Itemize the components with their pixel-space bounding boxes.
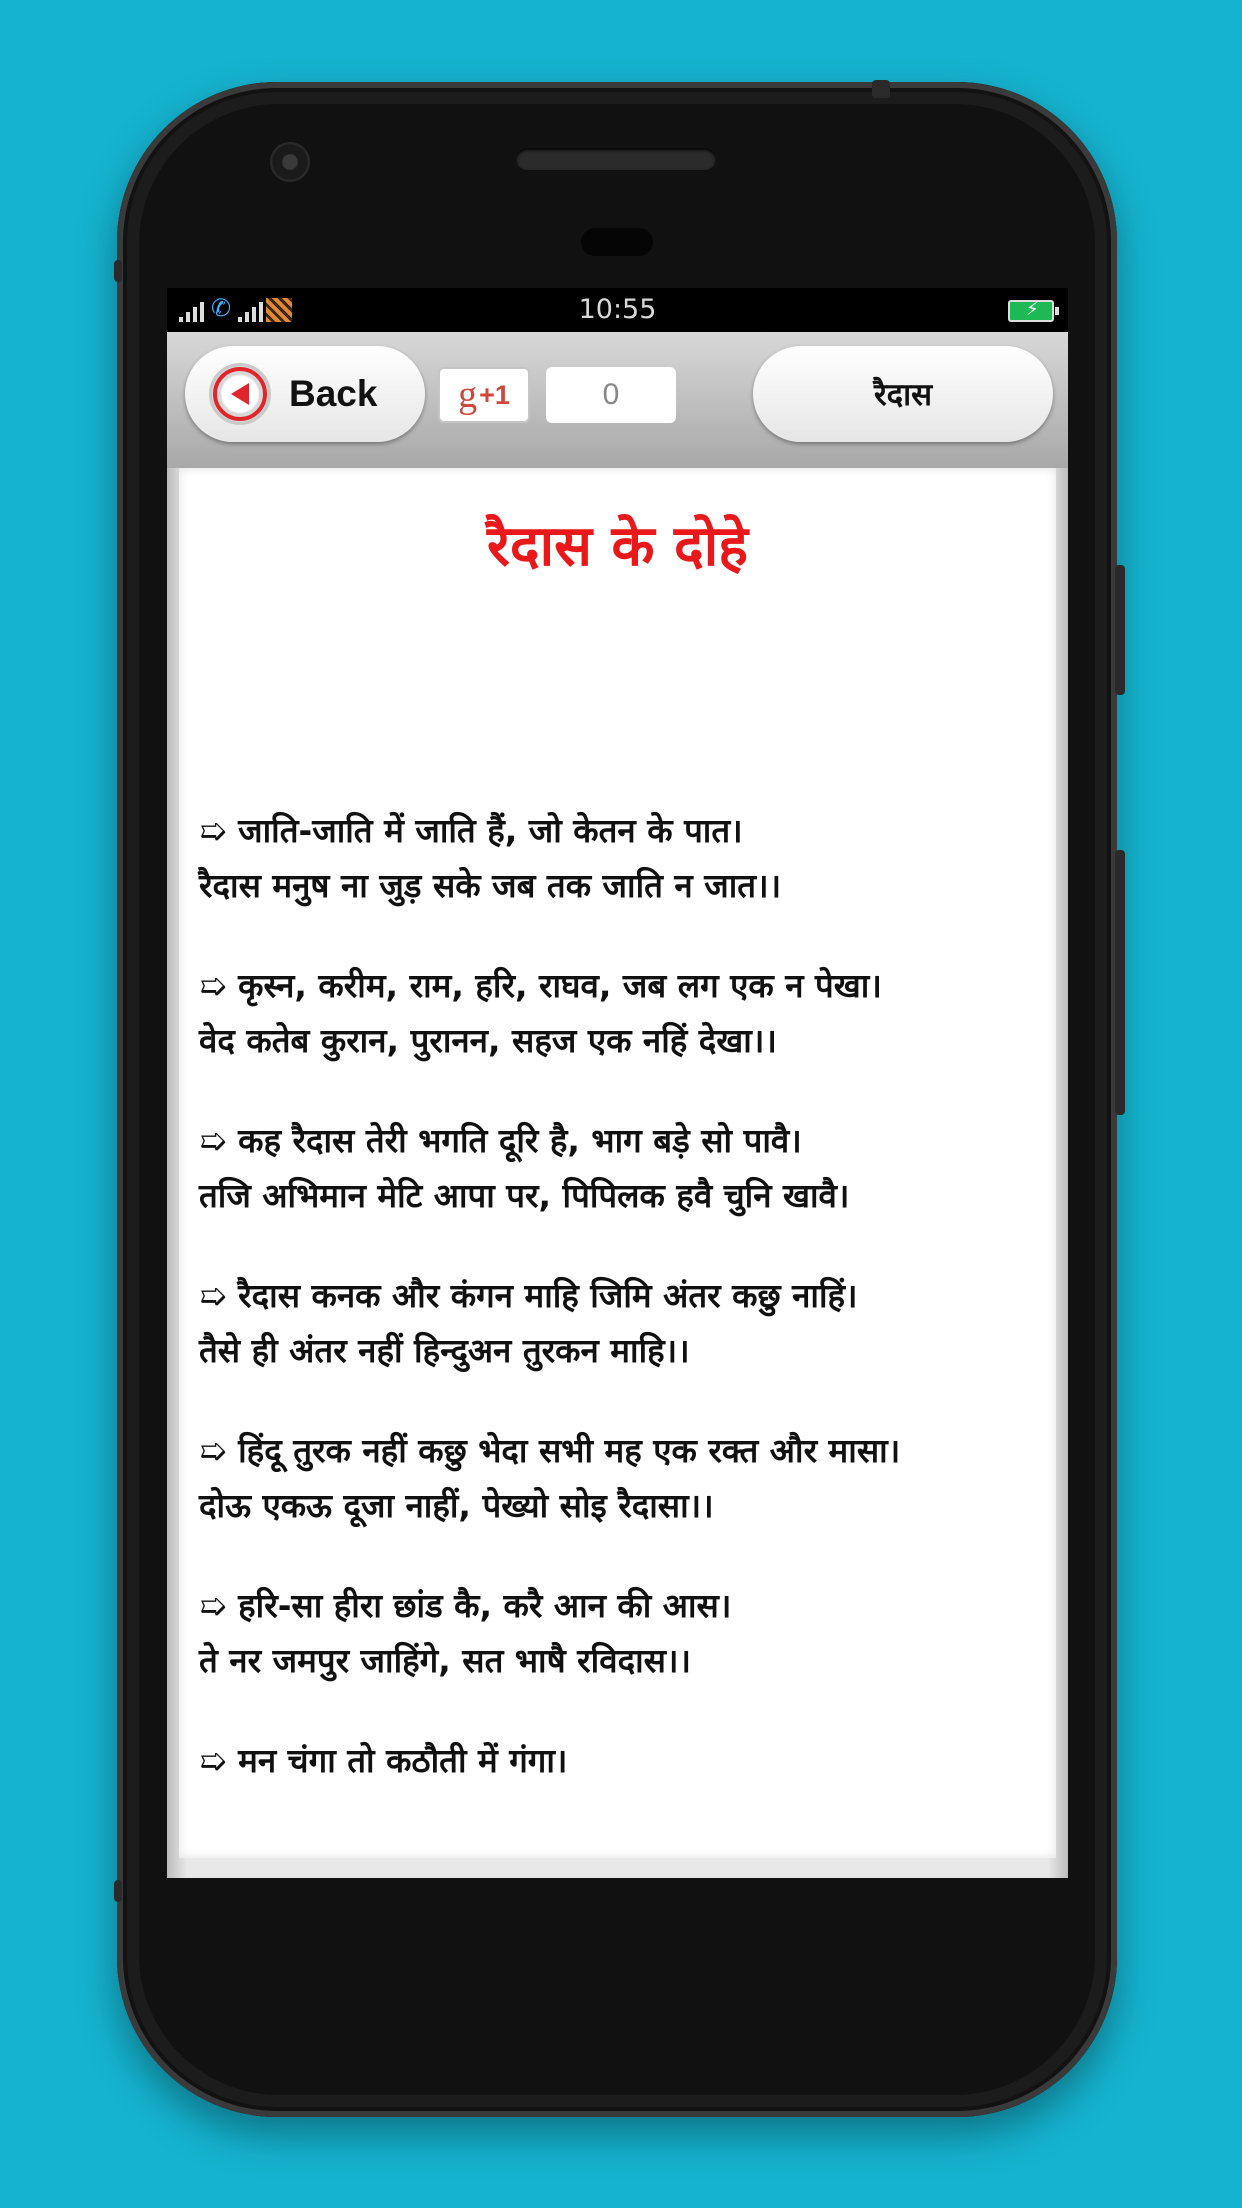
verse-line: ➯ मन चंगा तो कठौती में गंगा। xyxy=(199,1741,568,1780)
verse-line: वेद कतेब कुरान, पुरानन, सहज एक नहिं देखा।। xyxy=(199,1021,777,1060)
verse-list xyxy=(199,803,1039,1833)
verse-line: रैदास मनुष ना जुड़ सके जब तक जाति न जात।। xyxy=(199,866,782,905)
plus-one-count: 0 xyxy=(546,367,676,423)
top-notch-button xyxy=(872,80,890,98)
google-plus-g: g xyxy=(458,374,478,416)
verse-item xyxy=(199,1578,1039,1688)
verse-line: ➯ हरि-सा हीरा छांड कै, करै आन की आस। xyxy=(199,1586,732,1625)
phone-screen xyxy=(167,288,1068,1878)
volume-button xyxy=(1115,850,1125,1115)
proximity-sensor xyxy=(581,228,653,256)
verse-item xyxy=(199,1113,1039,1223)
page-title: रैदास के दोहे xyxy=(487,514,748,579)
earpiece-speaker xyxy=(516,148,716,170)
google-plus-suffix: +1 xyxy=(479,379,510,410)
google-plus-one-button[interactable] xyxy=(438,367,530,423)
verse-line: ➯ कह रैदास तेरी भगति दूरि है, भाग बड़े सो पावै। xyxy=(199,1121,802,1160)
verse-item xyxy=(199,1423,1039,1533)
carrier-icon: ✆ xyxy=(211,294,232,322)
app-toolbar xyxy=(167,332,1068,468)
content-card[interactable] xyxy=(179,468,1056,1858)
back-arrow-icon xyxy=(209,363,271,425)
verse-line: तैसे ही अंतर नहीं हिन्दुअन तुरकन माहि।। xyxy=(199,1331,690,1370)
verse-line: ➯ जाति-जाति में जाति हैं, जो केतन के पात। xyxy=(199,811,743,850)
section-title-button[interactable]: रैदास xyxy=(753,346,1053,442)
verse-item xyxy=(199,958,1039,1068)
verse-line: ते नर जमपुर जाहिंगे, सत भाषै रविदास।। xyxy=(199,1641,691,1680)
status-bar xyxy=(167,288,1068,332)
content-frame xyxy=(167,468,1068,1878)
side-button-left-top xyxy=(114,260,122,282)
battery-charging-icon: ⚡ xyxy=(1008,300,1054,322)
back-button-label: Back xyxy=(289,373,378,414)
verse-item xyxy=(199,803,1039,913)
status-time: 10:55 xyxy=(578,294,657,325)
side-button-left-bottom xyxy=(114,1880,122,1902)
verse-line: ➯ रैदास कनक और कंगन माहि जिमि अंतर कछु नाहिं। xyxy=(199,1276,858,1315)
verse-line: तजि अभिमान मेटि आपा पर, पिपिलक हवै चुनि खावै। xyxy=(199,1176,850,1215)
verse-line: ➯ कृस्न, करीम, राम, हरि, राघव, जब लग एक न पेखा। xyxy=(199,966,882,1005)
verse-item xyxy=(199,1733,1039,1788)
verse-line: ➯ हिंदू तुरक नहीं कछु भेदा सभी मह एक रक्त और मासा। xyxy=(199,1431,901,1470)
power-button xyxy=(1115,565,1125,695)
front-camera-icon xyxy=(270,142,310,182)
back-button[interactable] xyxy=(185,346,425,442)
verse-item xyxy=(199,1268,1039,1378)
verse-line: दोऊ एकऊ दूजा नाहीं, पेख्यो सोइ रैदासा।। xyxy=(199,1486,714,1525)
